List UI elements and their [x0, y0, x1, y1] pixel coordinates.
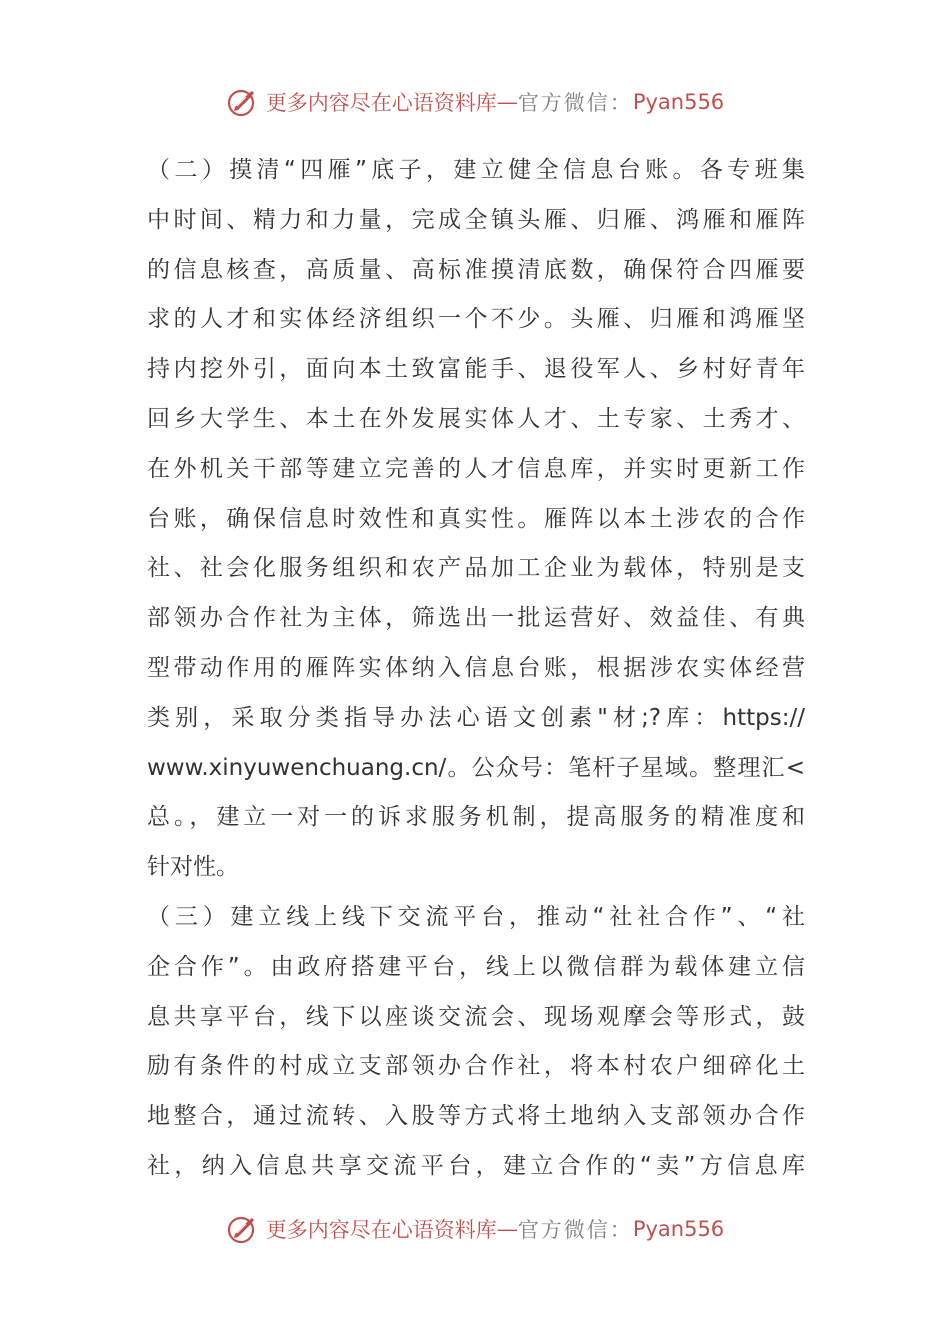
banner-wechat-id: Pyan556	[632, 90, 725, 114]
banner-dash: —	[496, 1217, 518, 1241]
banner-official-label: 官方微信：	[517, 91, 633, 115]
body-line: 企合作”。由政府搭建平台，线上以微信群为载体建立信	[147, 953, 805, 980]
body-line: 在外机关干部等建立完善的人才信息库，并实时更新工作	[147, 455, 805, 482]
body-line: 求的人才和实体经济组织一个不少。头雁、归雁和鸿雁坚	[147, 306, 805, 333]
body-line: 型带动作用的雁阵实体纳入信息台账，根据涉农实体经营	[147, 654, 805, 681]
body-line: （二）摸清“四雁”底子，建立健全信息台账。各专班集	[147, 157, 805, 183]
body-line: 社、社会化服务组织和农产品加工企业为载体，特别是支	[147, 555, 805, 582]
banner-wechat-id: Pyan556	[632, 1217, 725, 1241]
footer-banner	[0, 1209, 950, 1249]
body-line: 的信息核查，高质量、高标准摸清底数，确保符合四雁要	[147, 256, 805, 283]
pen-logo-icon	[226, 85, 260, 119]
body-line: 励有条件的村成立支部领办合作社，将本村农户细碎化土	[147, 1053, 805, 1080]
body-line: 回乡大学生、本土在外发展实体人才、土专家、土秀才、	[147, 405, 805, 432]
body-line: 中时间、精力和力量，完成全镇头雁、归雁、鸿雁和雁阵	[147, 206, 805, 233]
body-line: （三）建立线上线下交流平台，推动“社社合作”、“社	[147, 903, 805, 930]
body-line: 针对性。	[147, 854, 239, 881]
header-banner	[0, 82, 950, 122]
banner-official-label: 官方微信：	[517, 1218, 633, 1242]
banner-text: 更多内容尽在心语资料库	[265, 1218, 497, 1242]
body-line: 持内挖外引，面向本土致富能手、退役军人、乡村好青年	[147, 356, 805, 383]
body-line: 台账，确保信息时效性和真实性。雁阵以本土涉农的合作	[147, 505, 805, 532]
body-line: 地整合，通过流转、入股等方式将土地纳入支部领办合作	[147, 1103, 805, 1130]
body-line: 类别，采取分类指导办法心语文创素"材;?库：https://	[147, 704, 805, 731]
banner-dash: —	[496, 90, 518, 114]
document-body	[147, 146, 805, 1192]
body-line: 社，纳入信息共享交流平台，建立合作的“卖”方信息库	[147, 1152, 805, 1179]
body-line: 部领办合作社为主体，筛选出一批运营好、效益佳、有典	[147, 605, 805, 632]
pen-logo-icon	[226, 1212, 260, 1246]
body-line: 息共享平台，线下以座谈交流会、现场观摩会等形式，鼓	[147, 1003, 805, 1030]
banner-text: 更多内容尽在心语资料库	[265, 91, 497, 115]
body-line: 总。，建立一对一的诉求服务机制，提高服务的精准度和	[147, 804, 805, 831]
body-line: www.xinyuwenchuang.cn/。公众号：笔杆子星域。整理汇<	[147, 754, 805, 781]
